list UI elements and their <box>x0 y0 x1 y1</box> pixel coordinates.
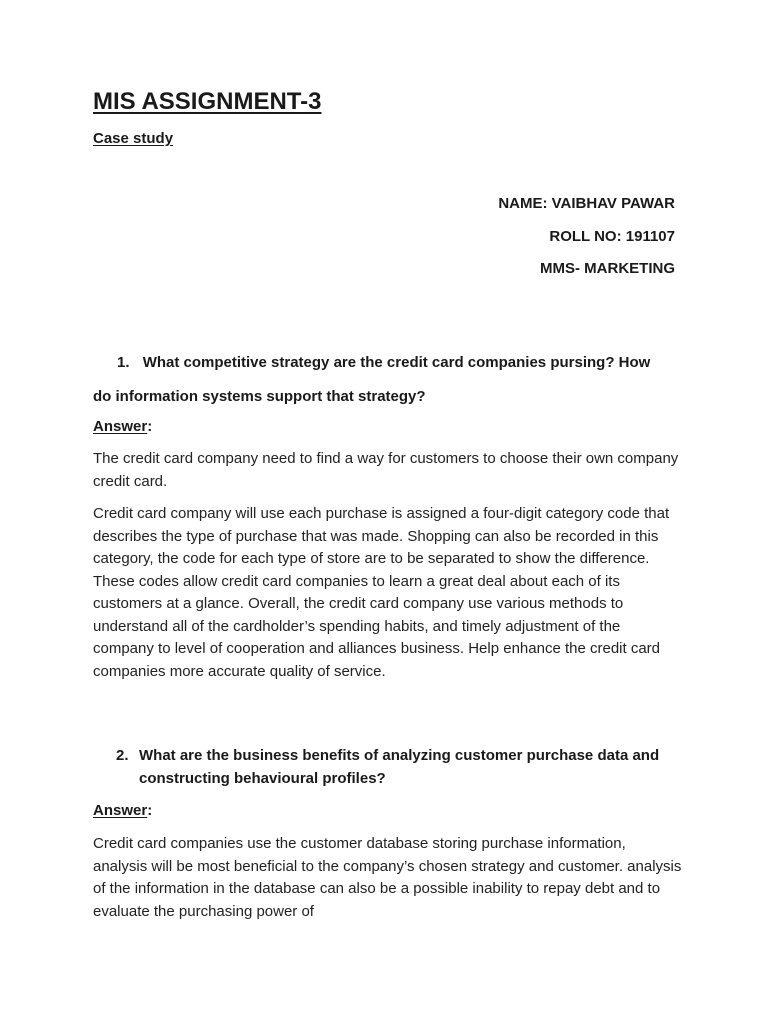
question-2-number: 2. <box>116 747 129 764</box>
student-name: NAME: VAIBHAV PAWAR <box>498 195 675 212</box>
answer-1-paragraph-2: Credit card company will use each purchase is assigned a four-digit category code that describes the type of purchase that was made. Shopping can also be recorded in this category, the code for each type of store are to be separated to show the difference. These codes allow credit card companies to learn a great deal about each of its customers at a glance. Overall, the credit card company use various methods to understand all of the cardholder’s spending habits, and timely adjustment of the company to level of cooperation and alliances business. Help enhance the credit card companies more accurate quality of service. <box>93 505 670 680</box>
answer-1-paragraph-1: The credit card company need to find a way for customers to choose their own company credit card. <box>93 450 679 490</box>
answer-2-label-text: Answer <box>93 802 148 819</box>
document-subtitle: Case study <box>93 130 174 147</box>
answer-1-label-text: Answer <box>93 418 148 435</box>
question-1-line-1 <box>93 346 683 380</box>
question-1-text-line-2: do information systems support that strategy? <box>93 388 426 405</box>
question-1-text-line-1: What competitive strategy are the credit card companies pursing? How <box>142 354 651 371</box>
question-1 <box>93 346 683 414</box>
question-2-row <box>93 744 683 790</box>
answer-2-paragraph-1: Credit card companies use the customer database storing purchase information, analysis will be most beneficial to the company’s chosen strategy and customer. analysis of the information in the database can also be a possible inability to repay debt and to evaluate the purchasing power of <box>93 835 682 920</box>
document-title: MIS ASSIGNMENT-3 <box>93 88 322 115</box>
question-2-text: What are the business benefits of analyzing customer purchase data and constructing behavioural profiles? <box>139 747 660 787</box>
question-1-number: 1. <box>117 354 130 371</box>
answer-1-label <box>93 418 152 435</box>
answer-2-label-colon: : <box>147 802 153 819</box>
student-program: MMS- MARKETING <box>540 260 675 277</box>
answer-2-label <box>93 802 152 819</box>
question-2 <box>93 744 683 790</box>
student-roll-number: ROLL NO: 191107 <box>549 228 675 245</box>
answer-1-label-colon: : <box>147 418 153 435</box>
